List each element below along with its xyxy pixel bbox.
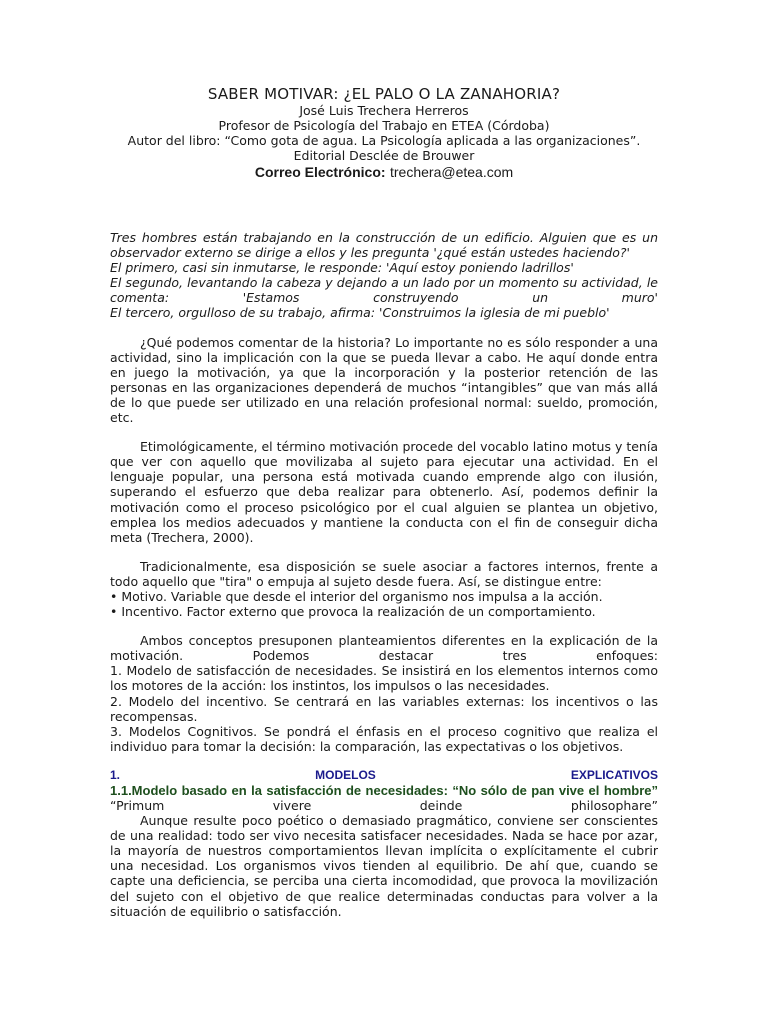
document-title: SABER MOTIVAR: ¿EL PALO O LA ZANAHORIA? — [207, 85, 561, 103]
intro-line: El primero, casi sin inmutarse, le responde: 'Aquí estoy poniendo ladrillos' — [110, 260, 574, 276]
intro-line: El tercero, orgulloso de su trabajo, afirma: 'Construimos la iglesia de mi pueblo' — [110, 305, 610, 321]
section-heading: 1. MODELOS EXPLICATIVOS — [110, 767, 658, 782]
list-item: 1. Modelo de satisfacción de necesidades. Se insistirá en los elementos internos como los motores de la acción: los instintos, los impulsos o las necesidades. — [110, 663, 658, 694]
paragraph-group — [110, 559, 658, 619]
document-body — [110, 230, 658, 919]
email-line — [0, 164, 768, 182]
author-position: Profesor de Psicología del Trabajo en ETEA (Córdoba) — [218, 118, 550, 133]
list-item: • Incentivo. Factor externo que provoca la realización de un comportamiento. — [110, 604, 596, 620]
list-item: 2. Modelo del incentivo. Se centrará en las variables externas: los incentivos o las recompensas. — [110, 693, 658, 724]
intro-story — [110, 230, 658, 321]
paragraph: Ambos conceptos presuponen planteamientos diferentes en la explicación de la motivación. Podemos destacar tres enfoques: — [110, 633, 658, 664]
subsection-heading: 1.1.Modelo basado en la satisfacción de necesidades: “No sólo de pan vive el hombre” — [110, 783, 658, 798]
paragraph-group — [110, 633, 658, 754]
paragraph: Tradicionalmente, esa disposición se suele asociar a factores internos, frente a todo aquello que "tira" o empuja al sujeto desde fuera. Así, se distingue entre: — [110, 558, 658, 589]
book-reference: Autor del libro: “Como gota de agua. La Psicología aplicada a las organizaciones”. — [127, 133, 641, 148]
list-item: 3. Modelos Cognitivos. Se pondrá el énfasis en el proceso cognitivo que realiza el individuo para tomar la decisión: la comparación, las expectativas o los objetivos. — [110, 723, 658, 754]
paragraph: Aunque resulte poco poético o demasiado pragmático, conviene ser conscientes de una realidad: todo ser vivo necesita satisfacer necesidades. Nada se hace por azar, la mayoría de nuestros comportamientos llevan implícita o explícitamente el cubrir una necesidad. Los organismos vivos tienden al equilibrio. De ahí que, cuando se capte una deficiencia, se perciba una cierta incomodidad, que provoca la movilización del sujeto con el objetivo de que realice determinadas conductas para volver a la situación de equilibrio o satisfacción. — [110, 813, 658, 919]
list-item: • Motivo. Variable que desde el interior del organismo nos impulsa a la acción. — [110, 588, 603, 604]
document-header — [0, 86, 768, 182]
latin-quote: “Primum vivere deinde philosophare” — [110, 798, 658, 813]
publisher: Editorial Desclée de Brouwer — [293, 148, 475, 163]
paragraph: ¿Qué podemos comentar de la historia? Lo importante no es sólo responder a una actividad, sino la implicación con la que se pueda llevar a cabo. He aquí donde entra en juego la motivación, ya que la incorporación y la posterior retención de las personas en las organizaciones dependerá de muchos “intangibles” que van más allá de lo que puede ser utilizado en una relación profesional normal: sueldo, promoción, etc. — [110, 334, 658, 426]
email-link[interactable]: trechera@etea.com — [390, 164, 514, 180]
email-label: Correo Electrónico: — [254, 164, 386, 180]
paragraph: Etimológicamente, el término motivación procede del vocablo latino motus y tenía que ver con aquello que movilizaba al sujeto para ejecutar una actividad. En el lenguaje popular, una persona está motivada cuando emprende algo con ilusión, superando el esfuerzo que deba realizar para obtenerlo. Así, podemos definir la motivación como el proceso psicológico por el cual alguien se plantea un objetivo, emplea los medios adecuados y mantiene la conducta con el fin de conseguir dicha meta (Trechera, 2000). — [110, 439, 658, 545]
intro-line: El segundo, levantando la cabeza y dejando a un lado por un momento su actividad, le comenta: 'Estamos construyendo un muro' — [110, 275, 658, 306]
author-name: José Luis Trechera Herreros — [299, 103, 469, 118]
intro-line: Tres hombres están trabajando en la construcción de un edificio. Alguien que es un observador externo se dirige a ellos y les pregunta '¿qué están ustedes haciendo?' — [110, 230, 658, 261]
